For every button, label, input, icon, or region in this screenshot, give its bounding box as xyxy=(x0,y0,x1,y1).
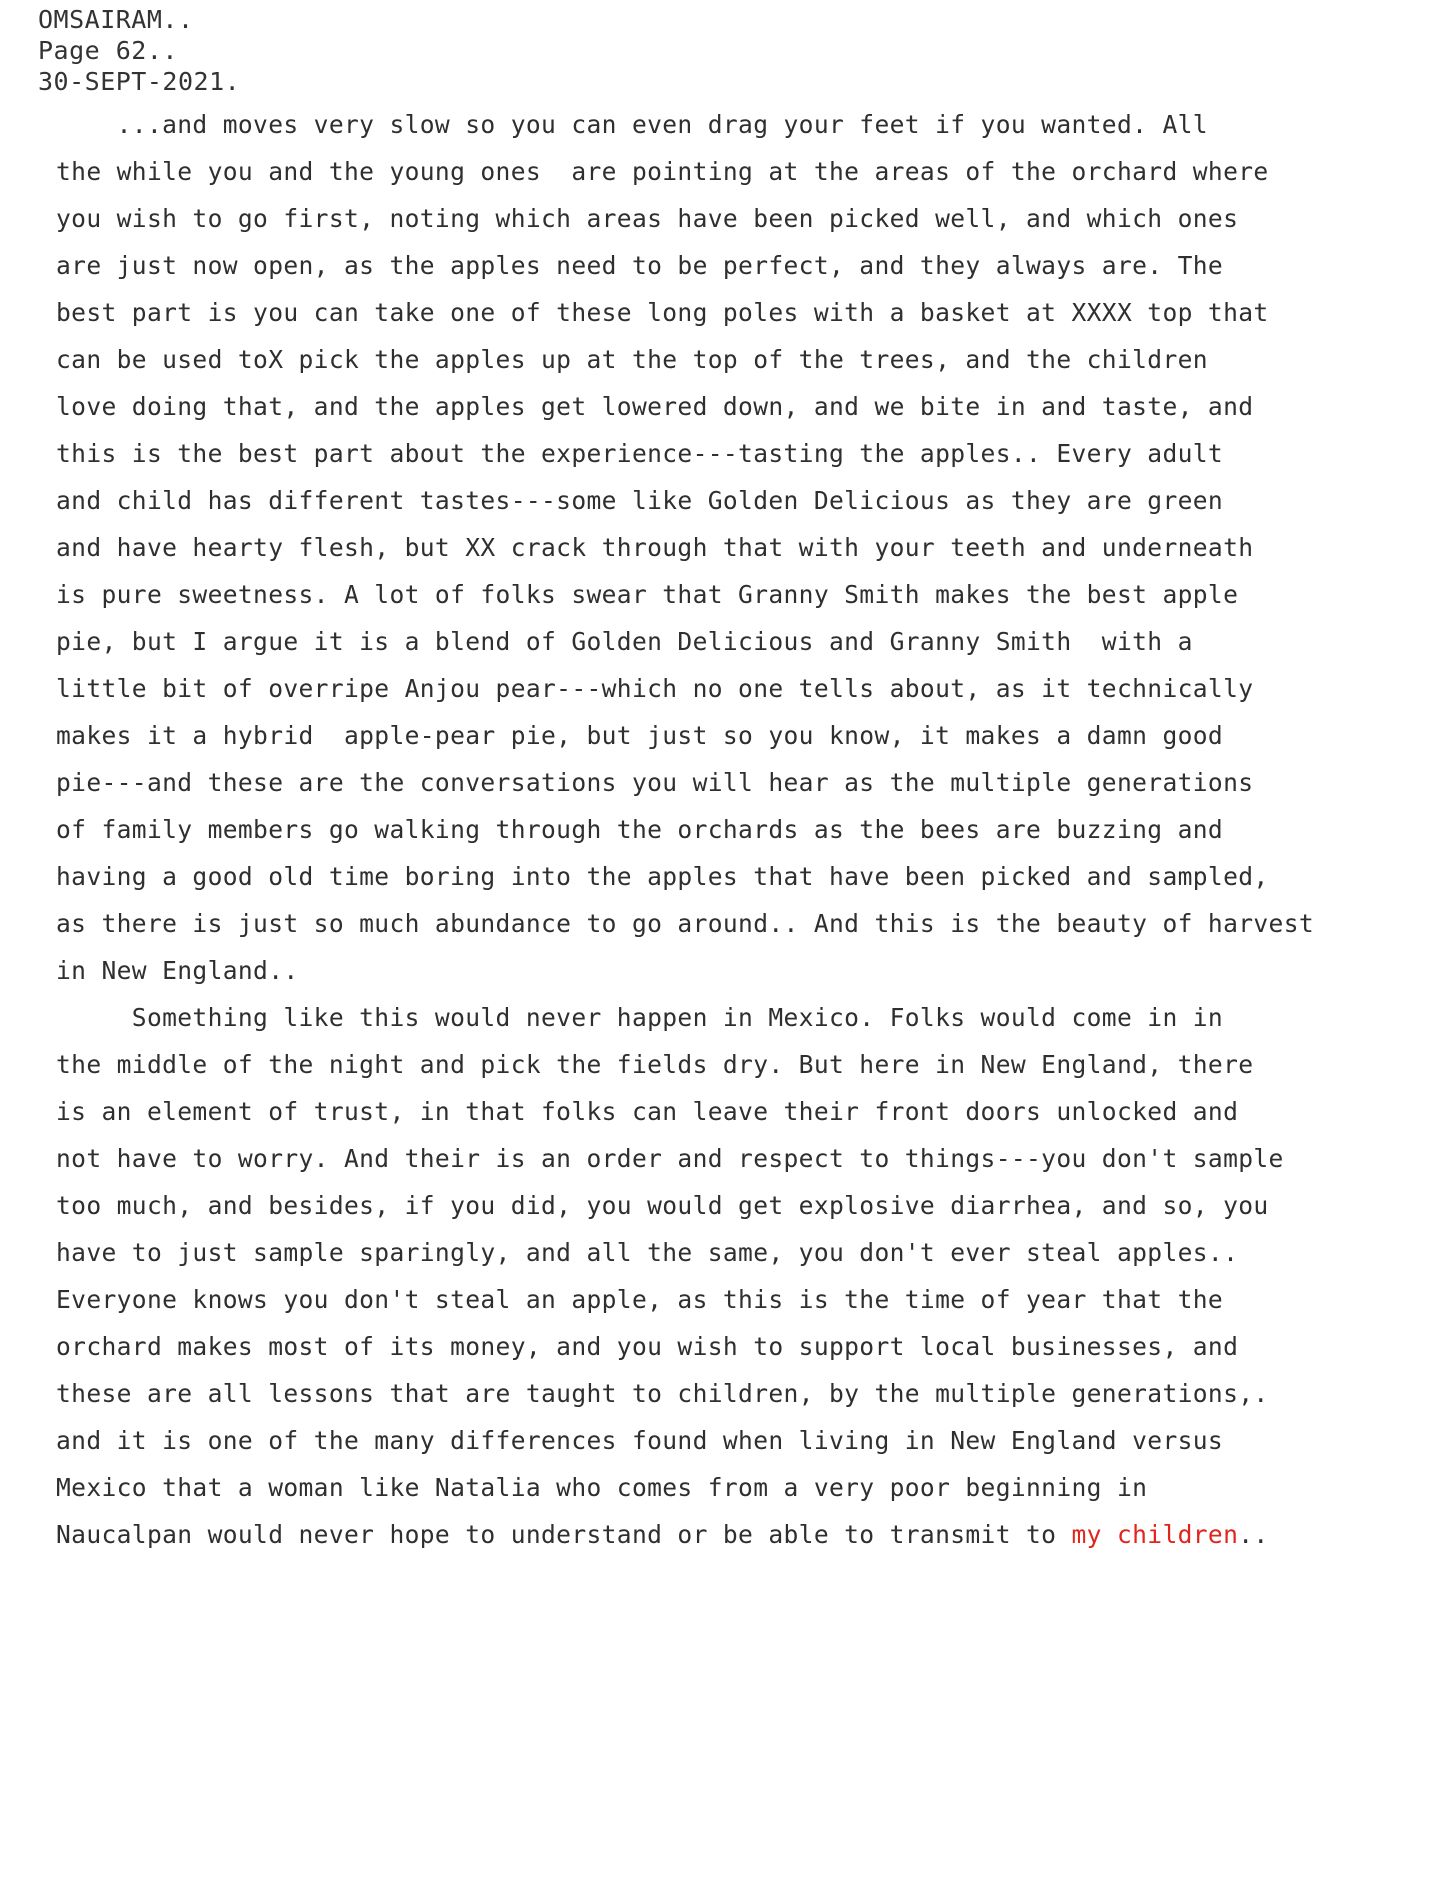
body-line-23: not have to worry. And their is an order and respect to things---you don't sample xyxy=(56,1144,1284,1173)
body-line-30: Mexico that a woman like Natalia who comes from a very poor beginning in xyxy=(56,1473,1148,1502)
body-line-26: Everyone knows you don't steal an apple, as this is the time of year that the xyxy=(56,1285,1224,1314)
body-line-4: are just now open, as the apples need to be perfect, and they always are. The xyxy=(56,251,1224,280)
body-line-31 xyxy=(56,1520,1269,1550)
body-line-29: and it is one of the many differences found when living in New England versus xyxy=(56,1426,1224,1455)
body-line-25: have to just sample sparingly, and all the same, you don't ever steal apples.. xyxy=(56,1238,1239,1267)
body-line-1: ...and moves very slow so you can even drag your feet if you wanted. All xyxy=(56,110,1208,139)
body-line-9: and child has different tastes---some like Golden Delicious as they are green xyxy=(56,486,1224,515)
body-line-2: the while you and the young ones are pointing at the areas of the orchard where xyxy=(56,157,1269,186)
body-line-18: as there is just so much abundance to go around.. And this is the beauty of harvest xyxy=(56,909,1315,938)
body-line-8: this is the best part about the experience---tasting the apples.. Every adult xyxy=(56,439,1224,468)
body-line-6: can be used toX pick the apples up at the top of the trees, and the children xyxy=(56,345,1208,374)
line-end-punctuation: .. xyxy=(1238,1520,1269,1549)
body-line-5: best part is you can take one of these long poles with a basket at XXXX top that xyxy=(56,298,1269,327)
body-line-27: orchard makes most of its money, and you wish to support local businesses, and xyxy=(56,1332,1239,1361)
header-page-number: Page 62.. xyxy=(38,36,178,65)
body-line-11: is pure sweetness. A lot of folks swear that Granny Smith makes the best apple xyxy=(56,580,1239,609)
body-line-20: Something like this would never happen in Mexico. Folks would come in in xyxy=(56,1003,1224,1032)
body-line-16: of family members go walking through the orchards as the bees are buzzing and xyxy=(56,815,1224,844)
body-line-19: in New England.. xyxy=(56,956,299,985)
body-line-17: having a good old time boring into the apples that have been picked and sampled, xyxy=(56,862,1269,891)
body-line-31-text: Naucalpan would never hope to understand or be able to transmit to xyxy=(56,1520,1072,1549)
page-header xyxy=(38,4,240,97)
body-line-21: the middle of the night and pick the fields dry. But here in New England, there xyxy=(56,1050,1254,1079)
body-line-12: pie, but I argue it is a blend of Golden Delicious and Granny Smith with a xyxy=(56,627,1193,656)
body-line-3: you wish to go first, noting which areas have been picked well, and which ones xyxy=(56,204,1239,233)
body-line-13: little bit of overripe Anjou pear---which no one tells about, as it technically xyxy=(56,674,1254,703)
header-line-1: OMSAIRAM.. xyxy=(38,5,194,34)
body-line-14: makes it a hybrid apple-pear pie, but just so you know, it makes a damn good xyxy=(56,721,1224,750)
body-line-28: these are all lessons that are taught to children, by the multiple generations,. xyxy=(56,1379,1269,1408)
body-line-15: pie---and these are the conversations you will hear as the multiple generations xyxy=(56,768,1254,797)
body-line-7: love doing that, and the apples get lowered down, and we bite in and taste, and xyxy=(56,392,1254,421)
red-ink-phrase: my children xyxy=(1071,1520,1239,1549)
body-line-10: and have hearty flesh, but XX crack through that with your teeth and underneath xyxy=(56,533,1254,562)
body-line-22: is an element of trust, in that folks can leave their front doors unlocked and xyxy=(56,1097,1239,1126)
body-line-24: too much, and besides, if you did, you would get explosive diarrhea, and so, you xyxy=(56,1191,1269,1220)
header-date: 30-SEPT-2021. xyxy=(38,67,241,96)
